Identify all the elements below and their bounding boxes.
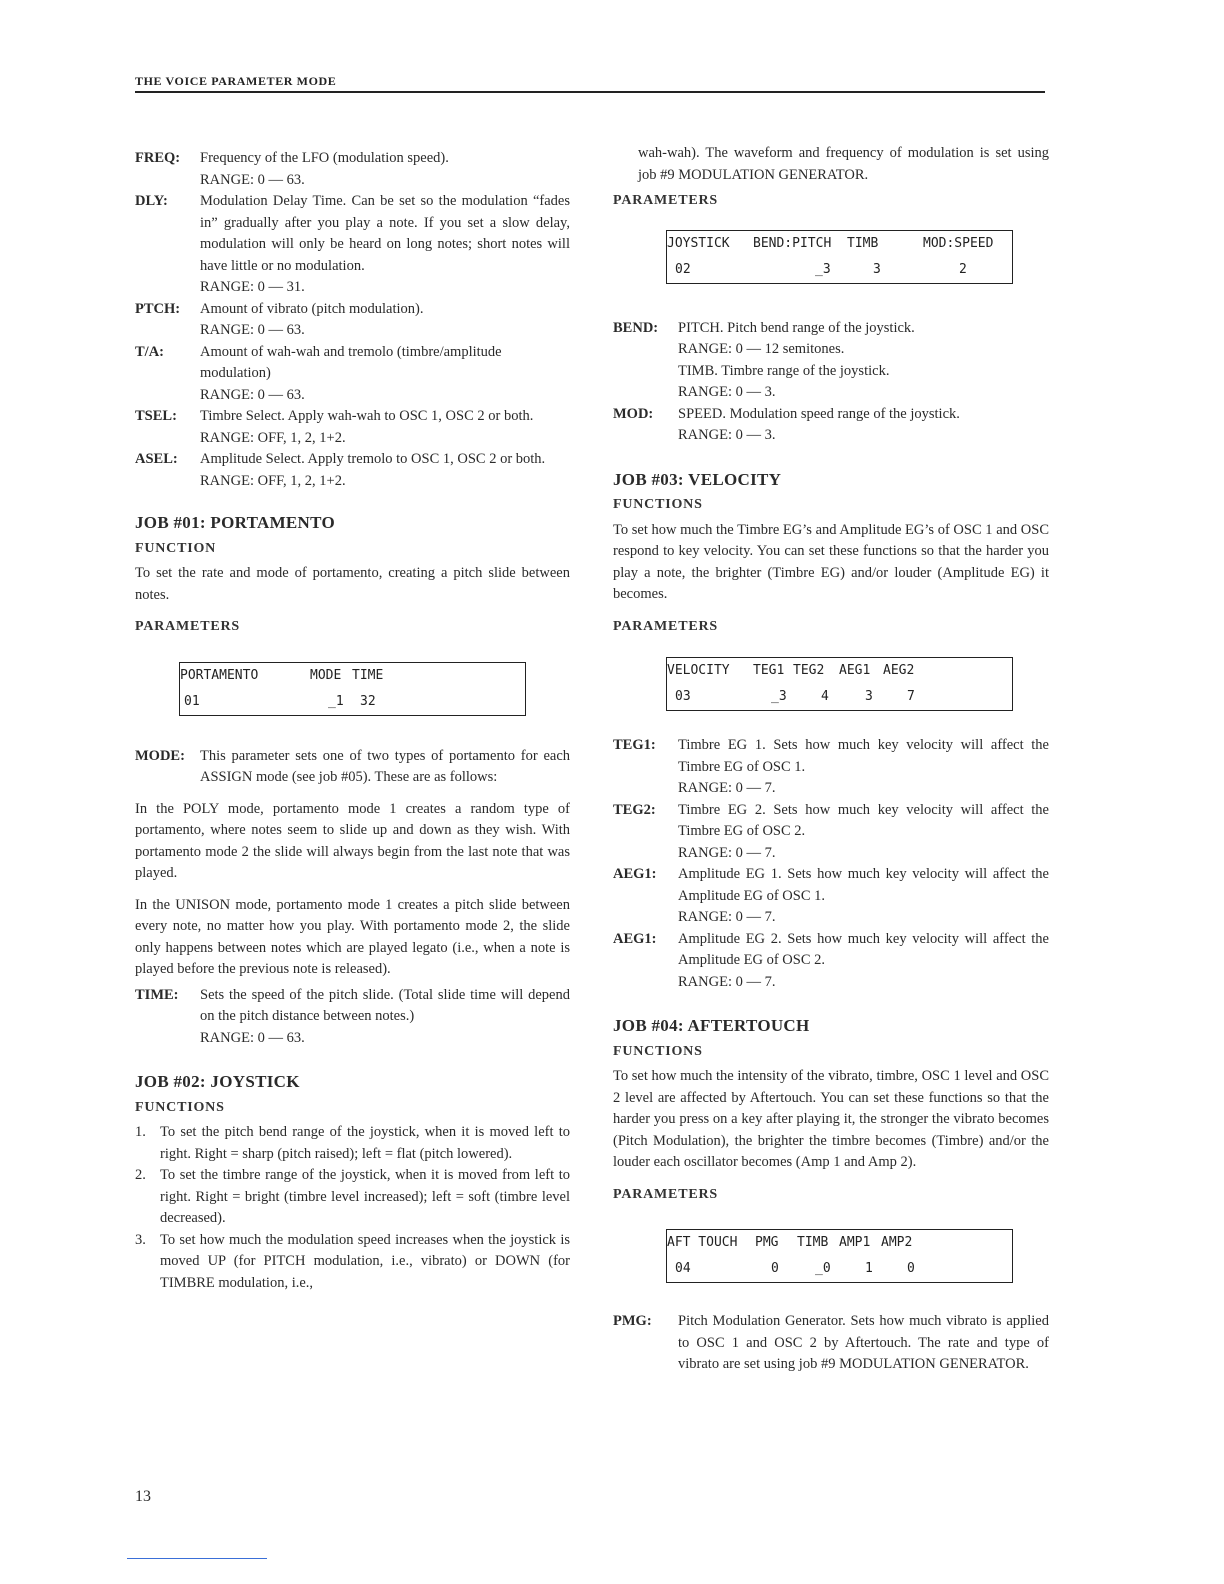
left-column — [135, 148, 570, 1294]
lcd-value: 03 — [675, 689, 691, 704]
param-desc: Amplitude EG 2. Sets how much key velocity will affect the Amplitude EG of OSC 2. — [678, 930, 1049, 968]
param-entry-aeg2 — [613, 929, 1049, 994]
job04-parameters-label: PARAMETERS — [613, 1186, 718, 1202]
lcd-label: AMP1 — [839, 1235, 871, 1250]
param-entry-ptch — [135, 299, 570, 342]
param-desc: Timbre EG 1. Sets how much key velocity will affect the Timbre EG of OSC 1. — [678, 737, 1049, 775]
param-term: AEG1: — [613, 930, 657, 947]
param-desc: Timbre EG 2. Sets how much key velocity will affect the Timbre EG of OSC 2. — [678, 801, 1049, 839]
lcd-label: PORTAMENTO — [180, 667, 259, 683]
lcd-label: TIMB — [797, 1235, 829, 1250]
param-desc: Amplitude Select. Apply tremolo to OSC 1, OSC 2 or both. — [200, 451, 546, 467]
param-entry-asel — [135, 449, 570, 492]
param-term: BEND: — [613, 319, 659, 336]
lcd-label: BEND:PITCH — [753, 235, 832, 251]
param-term: AEG1: — [613, 866, 657, 882]
param-entry-dly — [135, 191, 570, 299]
lcd-label: PMG — [755, 1235, 779, 1250]
lcd-value: 7 — [907, 689, 915, 704]
lcd-value: 2 — [959, 261, 967, 277]
unison-paragraph: In the UNISON mode, portamento mode 1 creates a pitch slide between every note, no matter how you play. With portamento mode 2, the slide only happens between notes which are played legato (i.e., when a note is played before the previous note is released). — [135, 896, 570, 977]
param-entry-time — [135, 985, 570, 1050]
param-range: RANGE: 0 — 7. — [678, 909, 776, 925]
joystick-parameters-label: PARAMETERS — [613, 193, 718, 208]
lcd-joystick — [666, 230, 1013, 284]
lcd-label: JOYSTICK — [667, 235, 730, 251]
lcd-value: _1 — [328, 693, 344, 709]
lcd-value: 0 — [907, 1261, 915, 1276]
job03-function-text: To set how much the Timbre EG’s and Amplitude EG’s of OSC 1 and OSC respond to key velocity. You can set these functions so that the harder you play a note, the brighter (Timbre EG) and/or louder (Amplitude EG) it becomes. — [613, 521, 1049, 602]
header-rule — [135, 91, 1045, 93]
job01-heading: JOB #01: PORTAMENTO — [135, 513, 335, 532]
job04-heading: JOB #04: AFTERTOUCH — [613, 1016, 810, 1035]
param-desc: Amount of vibrato (pitch modulation). — [200, 300, 424, 317]
param-desc: Amplitude EG 1. Sets how much key velocity will affect the Amplitude EG of OSC 1. — [678, 866, 1049, 904]
job03-heading: JOB #03: VELOCITY — [613, 469, 782, 489]
lcd-value: 02 — [675, 261, 691, 277]
lcd-value: 01 — [184, 693, 200, 709]
param-desc: Amount of wah-wah and tremolo (timbre/amplitude modulation) — [200, 343, 502, 381]
param-range: RANGE: 0 — 3. — [678, 427, 776, 443]
job01-function-text: To set the rate and mode of portamento, creating a pitch slide between notes. — [135, 565, 570, 603]
param-term: ASEL: — [135, 451, 178, 467]
param-range: RANGE: 0 — 7. — [678, 780, 776, 796]
lcd-value: _3 — [771, 689, 787, 704]
param-range: RANGE: 0 — 63. — [200, 322, 305, 338]
param-desc: Pitch Modulation Generator. Sets how much vibrato is applied to OSC 1 and OSC 2 by Aftertouch. The rate and type of vibrato are set using job #9 MODULATION GENERATOR. — [678, 1313, 1049, 1372]
param-desc: Timbre Select. Apply wah-wah to OSC 1, OSC 2 or both. — [200, 408, 534, 424]
job03-parameters-label: PARAMETERS — [613, 618, 718, 634]
param-term: TEG1: — [613, 737, 656, 753]
list-item: 2. To set the timbre range of the joystick, when it is moved from left to right. Right = bright (timbre level increased); left = soft (timbre level decreased). — [135, 1167, 570, 1226]
param-term: TIME: — [135, 986, 179, 1003]
param-range: RANGE: 0 — 7. — [678, 973, 776, 990]
job02-functions-label: FUNCTIONS — [135, 1099, 225, 1115]
lcd-value: 3 — [873, 261, 881, 277]
param-desc: Sets the speed of the pitch slide. (Total slide time will depend on the pitch distance between notes.) — [200, 986, 570, 1024]
list-item: 1. To set the pitch bend range of the joystick, when it is moved left to right. Right = sharp (pitch raised); left = flat (pitch lowered). — [135, 1124, 570, 1162]
running-header: THE VOICE PARAMETER MODE — [135, 74, 337, 88]
lcd-value: _0 — [815, 1261, 831, 1276]
lcd-label: TIMB — [847, 235, 879, 251]
lcd-label: AEG2 — [883, 663, 915, 678]
joystick-continued-text: wah-wah). The waveform and frequency of modulation is set using job #9 MODULATION GENERATOR. — [638, 145, 1049, 183]
lcd-value: 32 — [360, 693, 376, 709]
page-number: 13 — [135, 1488, 151, 1505]
param-desc: This parameter sets one of two types of portamento for each ASSIGN mode (see job #05). These are as follows: — [200, 747, 570, 785]
param-range: RANGE: 0 — 12 semitones. — [678, 341, 845, 357]
lcd-label: MOD:SPEED — [923, 235, 994, 251]
param-entry-aeg1 — [613, 864, 1049, 929]
lcd-portamento — [179, 662, 526, 716]
param-term: FREQ: — [135, 150, 181, 166]
param-desc: TIMB. Timbre range of the joystick. — [678, 362, 890, 379]
param-entry-ta — [135, 342, 570, 407]
param-desc: SPEED. Modulation speed range of the joystick. — [678, 405, 960, 422]
param-term: T/A: — [135, 343, 164, 360]
param-term: TSEL: — [135, 408, 177, 424]
job04-functions-label: FUNCTIONS — [613, 1043, 703, 1059]
lcd-label: TIME — [352, 667, 384, 683]
param-range: RANGE: 0 — 63. — [200, 171, 305, 188]
job04-function-text: To set how much the intensity of the vibrato, timbre, OSC 1 level and OSC 2 level are affected by Aftertouch. You can set these functions so that the harder you press on a key after playing it, the stronger the vibrato becomes (Pitch Modulation), the brighter the timbre becomes (Timbre) and/or the louder each oscillator becomes (Amp 1 and Amp 2). — [613, 1068, 1049, 1170]
job01-function-label: FUNCTION — [135, 540, 217, 556]
lcd-label: TEG2 — [793, 663, 825, 678]
job02-heading: JOB #02: JOYSTICK — [135, 1072, 300, 1091]
lcd-label: VELOCITY — [667, 663, 730, 678]
param-range: RANGE: 0 — 63. — [200, 386, 305, 403]
list-item: 3. To set how much the modulation speed increases when the joystick is moved UP (for PITCH modulation, i.e., vibrato) or DOWN (for TIMBRE modulation, i.e., — [135, 1231, 570, 1291]
param-range: RANGE: 0 — 3. — [678, 384, 776, 400]
param-term: MOD: — [613, 405, 654, 422]
param-desc: Frequency of the LFO (modulation speed). — [200, 150, 449, 166]
lcd-label: AEG1 — [839, 663, 871, 678]
param-entry-tsel — [135, 406, 570, 449]
lcd-value: _3 — [815, 261, 831, 277]
param-term: DLY: — [135, 193, 168, 209]
lcd-label: AFT TOUCH — [667, 1235, 738, 1250]
lcd-label: AMP2 — [881, 1235, 913, 1250]
job02-function-list — [135, 1122, 570, 1294]
param-range: RANGE: 0 — 7. — [678, 844, 776, 861]
lcd-value: 0 — [771, 1261, 779, 1276]
right-column — [613, 143, 1049, 1376]
lcd-label: MODE — [310, 667, 342, 683]
param-range: RANGE: OFF, 1, 2, 1+2. — [200, 429, 346, 446]
footer-line — [127, 1558, 267, 1559]
lcd-aftertouch — [666, 1229, 1013, 1283]
param-term: MODE: — [135, 747, 185, 764]
job01-parameters-label: PARAMETERS — [135, 619, 240, 634]
param-desc: PITCH. Pitch bend range of the joystick. — [678, 319, 915, 336]
lcd-value: 4 — [821, 689, 829, 704]
param-range: RANGE: 0 — 31. — [200, 279, 305, 295]
lcd-value: 04 — [675, 1261, 691, 1276]
job03-functions-label: FUNCTIONS — [613, 497, 703, 512]
param-desc: Modulation Delay Time. Can be set so the modulation “fades in” gradually after you play a note. If you set a slow delay, modulation will only be heard on long notes; short notes will have little or no modulation. — [200, 193, 570, 274]
lcd-label: TEG1 — [753, 663, 785, 678]
lcd-value: 3 — [865, 689, 873, 704]
param-term: PMG: — [613, 1313, 652, 1329]
param-range: RANGE: OFF, 1, 2, 1+2. — [200, 472, 346, 489]
param-term: PTCH: — [135, 300, 181, 317]
param-term: TEG2: — [613, 801, 656, 818]
poly-paragraph: In the POLY mode, portamento mode 1 creates a random type of portamento, where notes seem to slide up and down as they wish. With portamento mode 2 the slide will always begin from the last note that was played. — [135, 800, 570, 881]
lcd-value: 1 — [865, 1261, 873, 1276]
param-range: RANGE: 0 — 63. — [200, 1029, 305, 1046]
param-entry-freq — [135, 148, 570, 191]
lcd-velocity — [666, 657, 1013, 711]
